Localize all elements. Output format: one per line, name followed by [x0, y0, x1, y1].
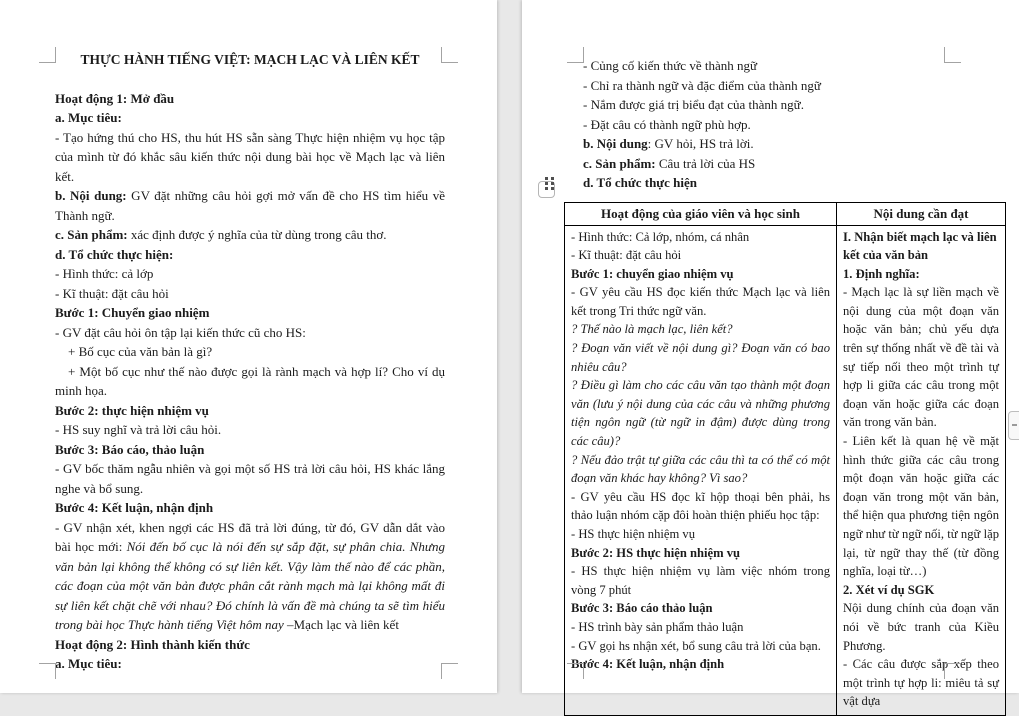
paragraph — [55, 264, 445, 284]
table-paragraph — [571, 488, 830, 525]
table-header-content: Nội dung cần đạt — [837, 202, 1006, 225]
paragraph-text: - HS thực hiện nhiệm vụ — [571, 527, 696, 541]
paragraph-text: + Một bố cục như thế nào được gọi là rành mạch và hợp lí? Cho ví dụ minh họa. — [55, 363, 445, 398]
paragraph — [55, 518, 445, 635]
paragraph-text: Bước 2: HS thực hiện nhiệm vụ — [571, 545, 741, 560]
table-paragraph — [843, 228, 999, 265]
paragraph-text: I. Nhận biết mạch lạc và liên kết của văn bản — [843, 229, 997, 263]
paragraph-text: - Liên kết là quan hệ về mặt hình thức giữa các câu trong một đoạn văn hoặc giữa các đoạn văn trong một văn bản, thể hiện qua phương tiện ngôn ngữ như từ ngữ nối, từ ngữ lặp lại, từ ngữ thay thế (từ đồng nghĩa, loại từ…) — [843, 434, 999, 579]
paragraph-text: - Mạch lạc là sự liền mạch về nội dung của một đoạn văn hoặc văn bản; chủ yếu dựa trên sự thống nhất về đề tài và sự tiếp nối theo một trình tự hợp li giữa các câu trong một đoạn văn hoặc giữa các đoạn văn trong văn bản. — [843, 285, 999, 430]
table-paragraph — [843, 599, 999, 655]
paragraph-lead: c. Sản phẩm: — [583, 155, 656, 171]
page-2-intro — [522, 0, 1019, 193]
paragraph-text: Hoạt động 1: Mở đầu — [55, 90, 175, 106]
paragraph — [55, 498, 445, 518]
paragraph — [583, 76, 945, 96]
paragraph-text: xác định được ý nghĩa của từ dùng trong câu thơ. — [127, 227, 387, 242]
table-paragraph — [571, 451, 830, 488]
paragraph-text: Nội dung chính của đoạn văn nói về bức tranh của Kiều Phương. — [843, 601, 999, 653]
paragraph — [55, 303, 445, 323]
table-body-row — [565, 225, 1006, 715]
table-paragraph — [571, 339, 830, 376]
document-title: THỰC HÀNH TIẾNG VIỆT: MẠCH LẠC VÀ LIÊN KẾT — [80, 52, 420, 67]
table-paragraph — [571, 283, 830, 320]
paragraph — [55, 225, 445, 245]
paragraph-text: - GV yêu cầu HS đọc kiến thức Mạch lạc và liên kết trong Tri thức ngữ văn. — [571, 285, 830, 318]
paragraph-lead: c. Sản phẩm: — [55, 227, 128, 242]
paragraph-text: Bước 2: thực hiện nhiệm vụ — [55, 402, 209, 418]
paragraph-text: - GV bốc thăm ngẫu nhiên và gọi một số HS trả lời câu hỏi, HS khác lắng nghe và bổ sung. — [55, 461, 445, 496]
paragraph-text: 2. Xét ví dụ SGK — [843, 582, 935, 597]
paragraph — [55, 401, 445, 421]
paragraph — [55, 128, 445, 187]
paragraph — [55, 440, 445, 460]
table-paragraph — [843, 655, 999, 711]
paragraph — [55, 420, 445, 440]
paragraph-text: - Củng cố kiến thức về thành ngữ — [583, 58, 758, 73]
paragraph-text: 1. Định nghĩa: — [843, 266, 920, 281]
table-paragraph — [843, 581, 999, 600]
table-paragraph — [571, 655, 830, 674]
table-paragraph — [571, 376, 830, 450]
paragraph — [583, 95, 945, 115]
table-header-row — [565, 202, 1006, 225]
table-paragraph — [843, 432, 999, 581]
table-paragraph — [571, 228, 830, 247]
lesson-plan-table — [564, 202, 1006, 716]
table-drag-handle-icon[interactable] — [538, 175, 564, 201]
paragraph-text: - GV đặt câu hỏi ôn tập lại kiến thức cũ cho HS: — [55, 324, 306, 340]
paragraph — [55, 108, 445, 128]
table-paragraph — [571, 637, 830, 656]
paragraph-text: + Bố cục của văn bản là gì? — [68, 344, 213, 359]
paragraph-text: - Hình thức: Cả lớp, nhóm, cá nhân — [571, 229, 750, 244]
paragraph-text: : GV hỏi, HS trả lời. — [647, 136, 754, 151]
paragraph-text: - Tạo hứng thú cho HS, thu hút HS sẵn sàng Thực hiện nhiệm vụ học tập của mình từ đó khắc sâu kiến thức nội dung bài học về Mạch lạc và liên kết. — [55, 129, 445, 184]
paragraph — [583, 115, 945, 135]
paragraph-text: - Kĩ thuật: đặt câu hỏi — [571, 248, 682, 263]
paragraph — [55, 342, 445, 362]
paragraph — [55, 654, 445, 674]
paragraph-text: - Đặt câu có thành ngữ phù hợp. — [583, 116, 751, 132]
table-paragraph — [571, 246, 830, 265]
paragraph-lead: b. Nội dung: — [55, 188, 127, 203]
table-paragraph — [843, 265, 999, 284]
paragraph-text: a. Mục tiêu: — [55, 656, 122, 671]
paragraph-text: Bước 3: Báo cáo, thảo luận — [55, 441, 205, 457]
paragraph-text: ? Đoạn văn viết về nội dung gì? Đoạn văn có bao nhiêu câu? — [571, 341, 830, 374]
paragraph-text: a. Mục tiêu: — [55, 110, 122, 125]
paragraph — [55, 362, 445, 401]
paragraph-text: - Nắm được giá trị biểu đạt của thành ngữ. — [583, 97, 804, 112]
table-paragraph — [571, 525, 830, 544]
paragraph-text: - Hình thức: cả lớp — [55, 266, 154, 281]
paragraph — [583, 173, 945, 193]
paragraph-text: - GV yêu cầu HS đọc kĩ hộp thoại bên phải, hs thảo luận nhóm cặp đôi hoàn thiện phiếu học tập: — [571, 489, 830, 523]
paragraph — [55, 186, 445, 225]
table-header-activities: Hoạt động của giáo viên và học sinh — [565, 202, 837, 225]
six-dots-icon — [545, 177, 554, 190]
paragraph-text: - Chỉ ra thành ngữ và đặc điểm của thành ngữ — [583, 77, 821, 93]
paragraph-text: - Kĩ thuật: đặt câu hỏi — [55, 285, 169, 301]
page-1-content — [0, 0, 497, 674]
table-paragraph — [571, 544, 830, 563]
paragraph-text: Câu trả lời của HS — [655, 155, 756, 171]
paragraph — [583, 56, 945, 76]
paragraph-text: - GV gọi hs nhận xét, bổ sung câu trả lời của bạn. — [571, 638, 821, 653]
paragraph — [583, 134, 945, 154]
paragraph — [55, 323, 445, 343]
paragraph-text: - Các câu được sắp xếp theo một trình tự hợp li: miêu tả sự vật dựa — [843, 657, 999, 709]
paragraph-text: Hoạt động 2: Hình thành kiến thức — [55, 636, 250, 652]
edge-handle-icon[interactable] — [1008, 411, 1019, 440]
paragraph-text: d. Tổ chức thực hiện — [583, 175, 697, 190]
paragraph — [583, 154, 945, 174]
paragraph-text: - HS trình bày sản phẩm thảo luận — [571, 619, 744, 634]
paragraph-text: Bước 4: Kết luận, nhận định — [55, 500, 214, 515]
paragraph — [55, 459, 445, 498]
paragraph — [55, 284, 445, 304]
table-cell-content — [837, 225, 1006, 715]
paragraph-lead: b. Nội dung — [583, 136, 648, 151]
table-paragraph — [571, 562, 830, 599]
paragraph — [55, 245, 445, 265]
page-1-paragraphs — [55, 89, 445, 674]
page-2 — [522, 0, 1019, 709]
paragraph-italic-text: Nói đến bố cục là nói đến sự sắp đặt, sự phân chia. Nhưng văn bản lại không thể không có sự liên kết. Vậy làm thế nào để các phần, các đoạn của một văn bản được phân cắt rành mạch mà lại không mất đi sự liên kết chặt chẽ với nhau? Đó chính là vấn đề mà chúng ta sẽ tìm hiểu trong bài học Thực hành tiếng Việt hôm nay — [55, 539, 445, 632]
paragraph-text: GV đặt những câu hỏi gợi mở vấn đề cho HS tìm hiểu về Thành ngữ. — [55, 188, 445, 223]
paragraph — [55, 635, 445, 655]
paragraph-text: - HS suy nghĩ và trả lời câu hỏi. — [55, 422, 222, 437]
paragraph — [55, 89, 445, 109]
paragraph-text: Bước 1: chuyển giao nhiệm vụ — [571, 266, 734, 281]
paragraph-text: - HS thực hiện nhiệm vụ làm việc nhóm trong vòng 7 phút — [571, 564, 830, 597]
table-paragraph — [843, 283, 999, 432]
page-1 — [0, 0, 497, 693]
paragraph-text: ? Thế nào là mạch lạc, liên kết? — [571, 322, 733, 337]
table-paragraph — [571, 265, 830, 284]
paragraph-text: d. Tổ chức thực hiện: — [55, 246, 174, 262]
table-cell-activities — [565, 225, 837, 715]
table-paragraph — [571, 618, 830, 637]
paragraph-text: ? Điều gì làm cho các câu văn tạo thành một đoạn văn (lưu ý nội dung của các câu và những phương tiện ngôn ngữ (từ ngữ in đậm) được dùng trong các câu)? — [571, 378, 830, 449]
table-paragraph — [571, 599, 830, 618]
paragraph-text: Bước 1: Chuyển giao nhiệm — [55, 305, 210, 320]
paragraph-text: ? Nếu đảo trật tự giữa các câu thì ta có thể có một đoạn văn khác hay không? Vì sao? — [571, 452, 830, 486]
paragraph-text: –Mạch lạc và liên kết — [283, 617, 399, 632]
table-paragraph — [571, 320, 830, 339]
paragraph-text: Bước 4: Kết luận, nhận định — [571, 657, 725, 672]
paragraph-text: - GV nhận xét, khen ngợi các HS đã trả lời đúng, từ đó, GV dẫn dắt vào bài học mới: — [55, 519, 445, 554]
paragraph-text: Bước 3: Báo cáo thảo luận — [571, 601, 713, 616]
